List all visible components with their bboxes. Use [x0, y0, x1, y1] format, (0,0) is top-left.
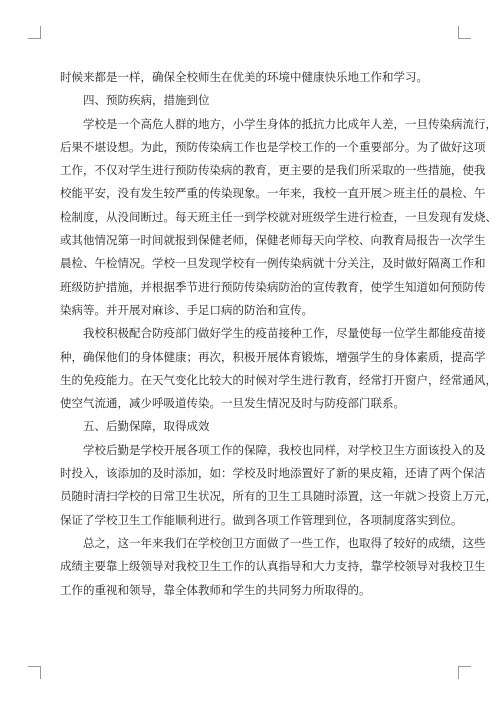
body-line: 员随时清扫学校的日常卫生状况，所有的卫生工具随时添置，这一年就＞投资上万元， — [60, 489, 497, 504]
body-line: 总之，这一年来我们在学校创卫方面做了一些工作，也取得了较好的成绩，这些 — [83, 535, 486, 550]
body-line: 生的免疫能力。在天气变化比较大的时候对学生进行教育，经常打开窗户，经常通风， — [60, 372, 497, 387]
body-line: 种，确保他们的身体健康；再次，积极开展体育锻炼，增强学生的身体素质，提高学 — [60, 349, 486, 364]
body-line: 使空气流通，减少呼吸道传染。一旦发生情况及时与防疫部门联系。 — [60, 396, 405, 411]
body-line: 或其他情况第一时间就报到保健老师，保健老师每天向学校、向教育局报告一次学生 — [60, 233, 486, 248]
crop-mark-bottom-left — [28, 666, 41, 679]
body-line: 染病等。并开展对麻诊、手足口病的防治和宣传。 — [60, 302, 313, 317]
body-line: 成绩主要靠上级领导对我校卫生工作的认真指导和大力支持，靠学校领导对我校卫生 — [60, 559, 486, 574]
body-line: 班级防护措施，并根据季节进行预防传染病防治的宣传教育，使学生知道如何预防传 — [60, 279, 486, 294]
body-line: 时候来都是一样，确保全校师生在优美的环境中健康快乐地工作和学习。 — [60, 70, 428, 84]
body-line: 晨检、午检情况。学校一旦发现学校有一例传染病就十分关注，及时做好隔离工作和 — [60, 256, 486, 271]
body-line: 工作，不仅对学生进行预防传染病的教育，更主要的是我们所采取的一些措施，使我 — [60, 163, 486, 178]
body-line: 学校是一个高危人群的地方，小学生身体的抵抗力比成年人差，一旦传染病流行， — [83, 116, 497, 131]
body-line: 时投入，该添加的及时添加，如：学校及时地添置好了新的果皮箱，还请了两个保洁 — [60, 466, 486, 481]
crop-mark-top-right — [458, 26, 471, 39]
body-line: 保证了学校卫生工作能顺利进行。做到各项工作管理到位，各项制度落实到位。 — [60, 512, 463, 527]
body-line: 校能平安，没有发生较严重的传染现象。一年来，我校一直开展＞班主任的晨检、午 — [60, 186, 486, 201]
body-line: 学校后勤是学校开展各项工作的保障，我校也同样，对学校卫生方面该投入的及 — [83, 442, 486, 457]
body-line: 检制度，从没间断过。每天班主任一到学校就对班级学生进行检查，一旦发现有发烧、 — [60, 209, 497, 224]
crop-mark-top-left — [28, 26, 41, 39]
body-line: 后果不堪设想。为此，预防传染病工作也是学校工作的一个重要部分。为了做好这项 — [60, 139, 486, 154]
body-line: 我校积极配合防疫部门做好学生的疫苗接种工作，尽量使每一位学生都能疫苗接 — [83, 326, 486, 341]
body-line: 工作的重视和领导，靠全体教师和学生的共同努力所取得的。 — [60, 582, 371, 597]
crop-mark-bottom-right — [458, 666, 471, 679]
document-body — [60, 66, 497, 602]
section-heading-logistics: 五、后勤保障，取得成效 — [83, 419, 210, 434]
section-heading-prevention: 四、预防疾病，措施到位 — [83, 93, 210, 108]
